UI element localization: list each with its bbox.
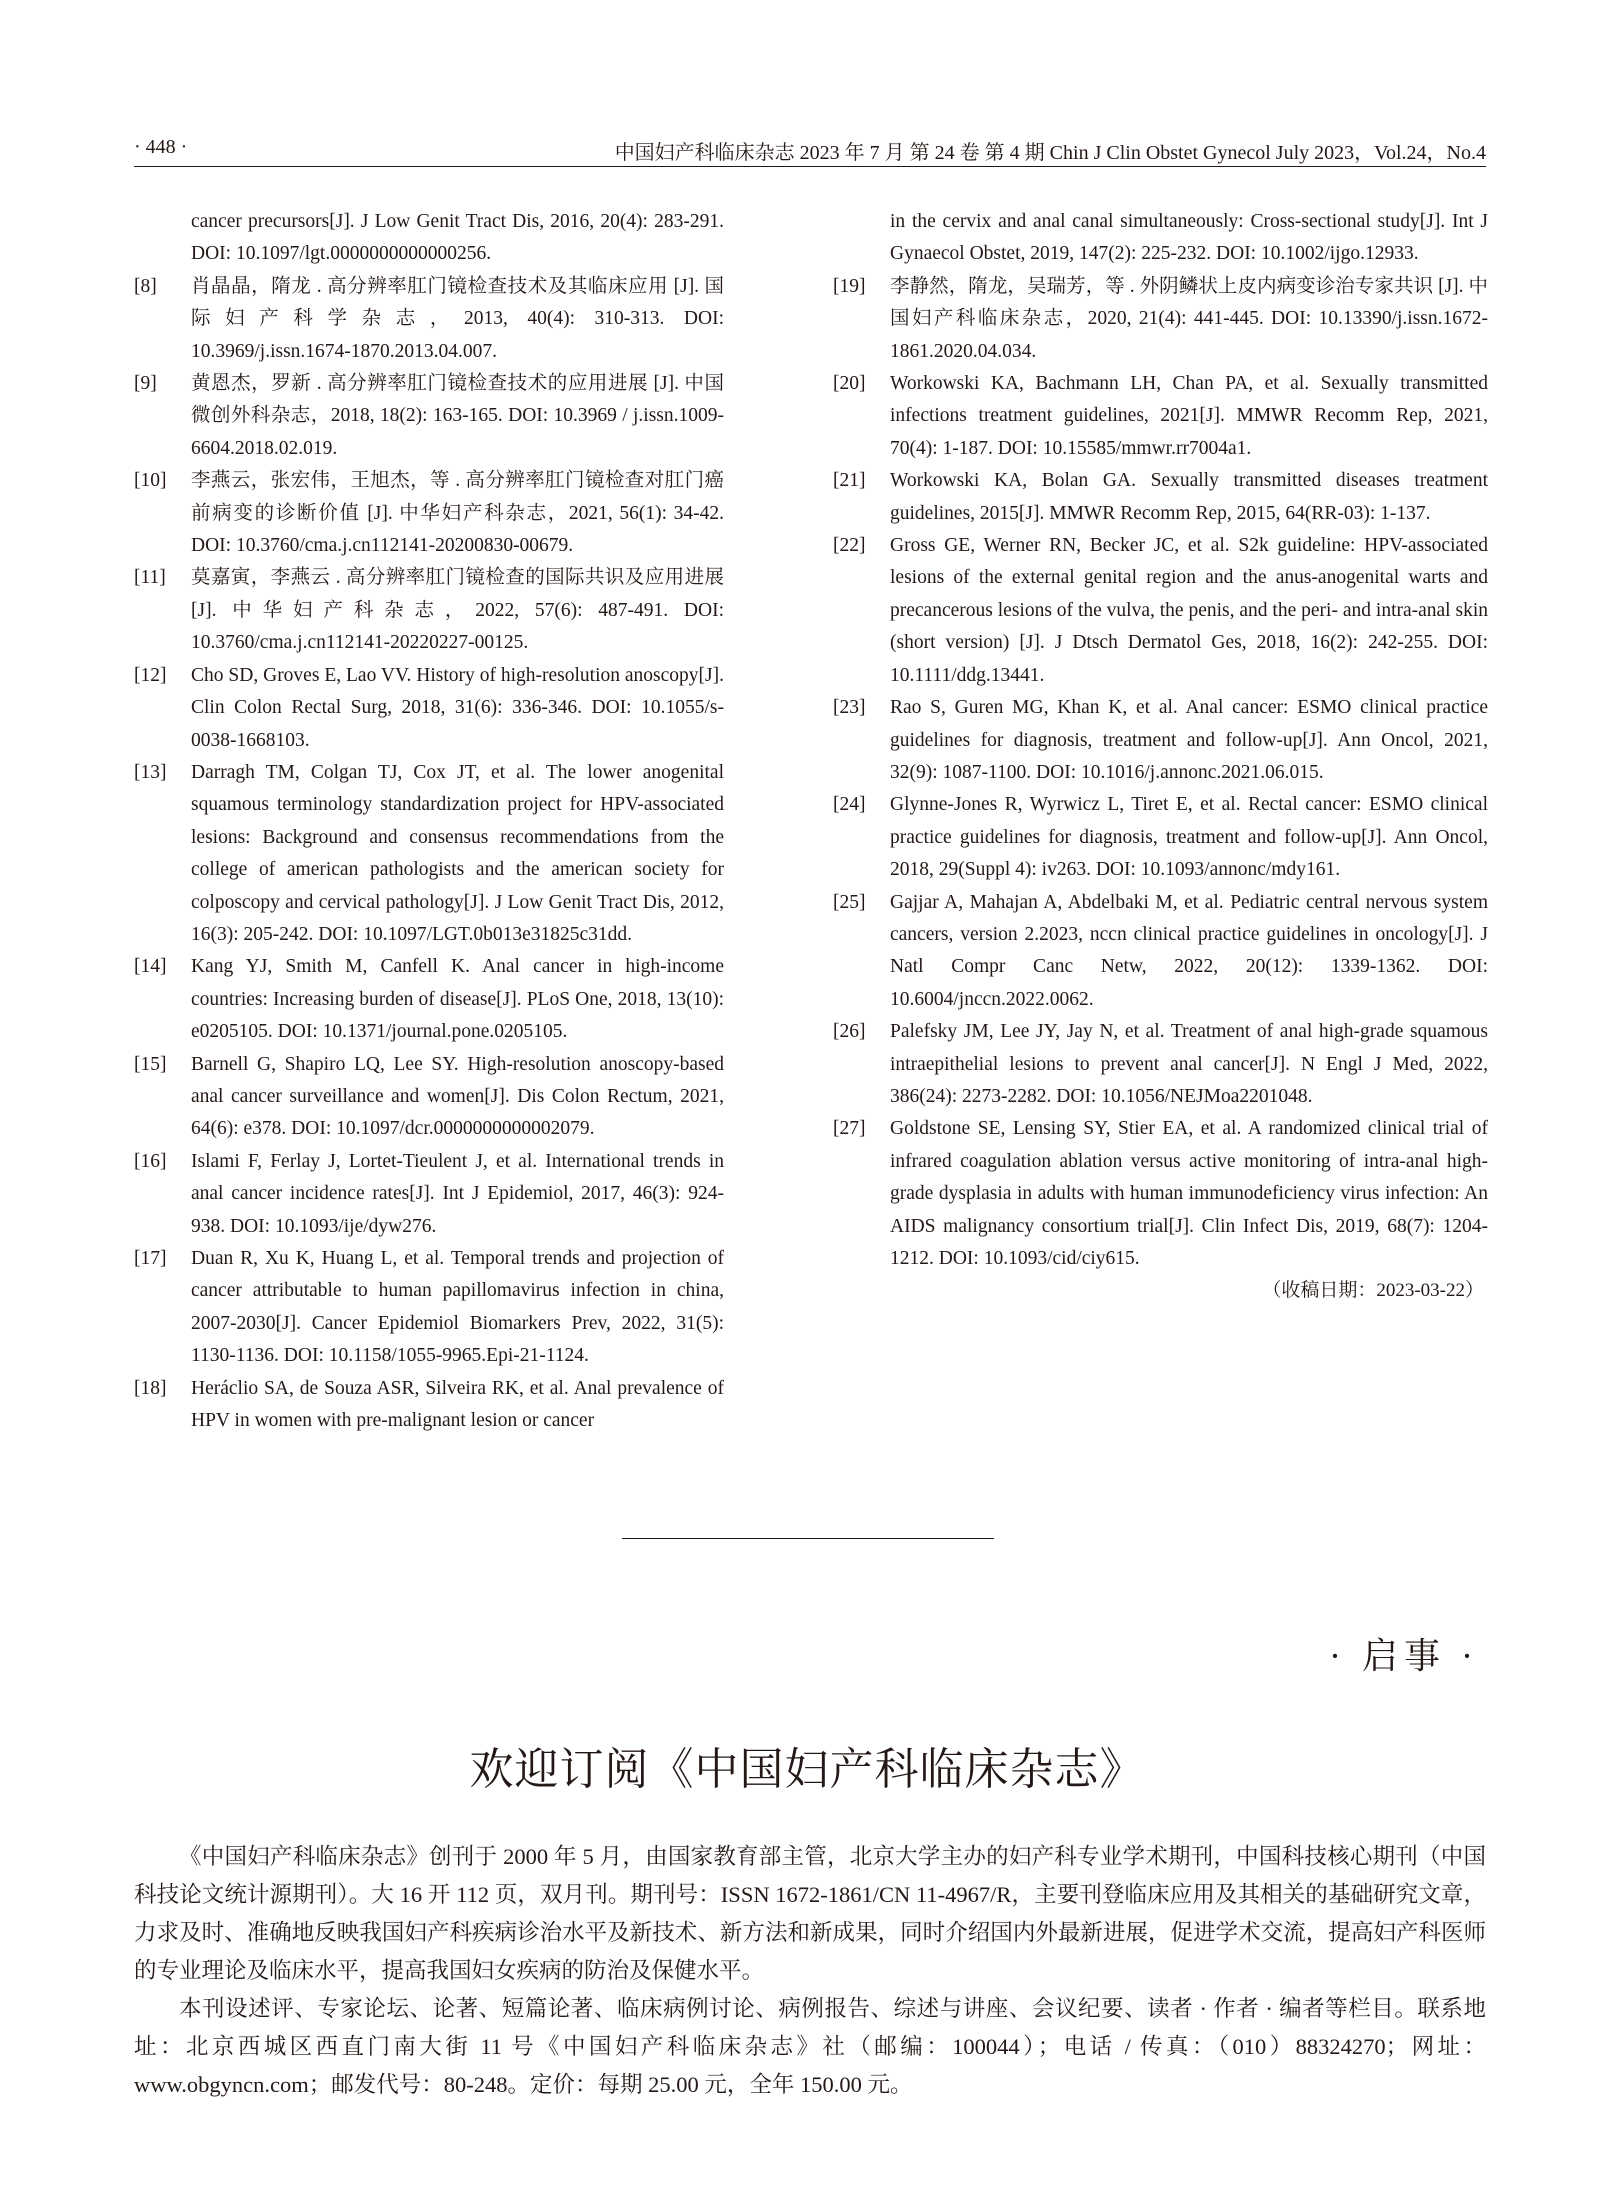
reference-number: [25] [833,891,866,913]
reference-number: [17] [134,1248,167,1269]
reference-item [134,1049,724,1146]
notice-body [134,1838,1486,2104]
reference-text: Goldstone SE, Lensing SY, Stier EA, et al. A randomized clinical trial of infrared coagulation ablation versus active monitoring of intra-anal high-grade dysplasia in adults with human immunodeficiency virus infection: An AIDS malignancy consortium trial[J]. Clin Infect Dis, 2019, 68(7): 1204-1212. DOI: 10.1093/cid/ciy615. [890,1118,1488,1269]
reference-number: [18] [134,1377,167,1399]
reference-text: 李静然，隋龙，吴瑞芳，等 . 外阴鳞状上皮内病变诊治专家共识 [J]. 中国妇产科临床杂志，2020, 21(4): 441-445. DOI: 10.13390/j.issn.1672-1861.2020.04.034. [890,275,1488,362]
reference-item [833,530,1488,692]
reference-item [134,206,724,271]
reference-text: Heráclio SA, de Souza ASR, Silveira RK, et al. Anal prevalence of HPV in women with pre-malignant lesion or cancer [191,1377,724,1432]
reference-number: [24] [833,794,866,816]
reference-item [833,465,1488,530]
reference-number: [14] [134,956,167,978]
notice-paragraph: 本刊设述评、专家论坛、论著、短篇论著、临床病例讨论、病例报告、综述与讲座、会议纪要、读者 · 作者 · 编者等栏目。联系地址：北京西城区西直门南大街 11 号《中国妇产科临床杂志》社（邮编：100044）；电话 / 传真：（010）88324270；网址：www.obgyncn.com；邮发代号：80-248。定价：每期 25.00 元，全年 150.00 元。 [134,1996,1486,2097]
received-date: （收稿日期：2023-03-22） [1262,1280,1484,1302]
reference-item [134,562,724,659]
reference-item [833,1113,1488,1275]
reference-number: [13] [134,761,167,783]
reference-text: Duan R, Xu K, Huang L, et al. Temporal trends and projection of cancer attributable to human papillomavirus infection in china, 2007-2030[J]. Cancer Epidemiol Biomarkers Prev, 2022, 31(5): 1130-1136. DOI: 10.1158/1055-9965.Epi-21-1124. [191,1248,724,1367]
notice-tag: · 启事 · [1329,1636,1479,1676]
reference-text: 黄恩杰，罗新 . 高分辨率肛门镜检查技术的应用进展 [J]. 中国微创外科杂志，2018, 18(2): 163-165. DOI: 10.3969 / j.issn.1009-6604.2018.02.019. [191,373,724,459]
reference-number: [23] [833,697,866,719]
reference-number: [19] [833,275,866,297]
reference-text: 肖晶晶，隋龙 . 高分辨率肛门镜检查技术及其临床应用 [J]. 国际妇产科学杂志，2013, 40(4): 310-313. DOI: 10.3969/j.issn.1674-1870.2013.04.007. [191,275,724,362]
references-right-column [833,206,1488,1308]
reference-number: [8] [134,275,157,297]
reference-number: [11] [134,567,166,589]
reference-item [134,951,724,1048]
reference-number: [22] [833,535,866,557]
reference-item [134,465,724,562]
reference-text: Darragh TM, Colgan TJ, Cox JT, et al. The lower anogenital squamous terminology standardization project for HPV-associated lesions: Background and consensus recommendations from the college of american pathologists and the american society for colposcopy and cervical pathology[J]. J Low Genit Tract Dis, 2012, 16(3): 205-242. DOI: 10.1097/LGT.0b013e31825c31dd. [191,761,724,945]
reference-text: Cho SD, Groves E, Lao VV. History of high-resolution anoscopy[J]. Clin Colon Rectal Surg, 2018, 31(6): 336-346. DOI: 10.1055/s-0038-1668103. [191,664,724,751]
reference-item [134,1243,724,1373]
reference-text: Kang YJ, Smith M, Canfell K. Anal cancer in high-income countries: Increasing burden of disease[J]. PLoS One, 2018, 13(10): e0205105. DOI: 10.1371/journal.pone.0205105. [191,956,724,1043]
reference-number: [9] [134,373,157,395]
reference-text: Workowski KA, Bachmann LH, Chan PA, et al. Sexually transmitted infections treatment guidelines, 2021[J]. MMWR Recomm Rep, 2021, 70(4): 1-187. DOI: 10.15585/mmwr.rr7004a1. [890,373,1488,459]
notice-title: 欢迎订阅《中国妇产科临床杂志》 [469,1745,1145,1794]
journal-citation-line: 中国妇产科临床杂志 2023 年 7 月 第 24 卷 第 4 期 Chin J Clin Obstet Gynecol July 2023，Vol.24，No.4 [614,142,1486,164]
page-number: · 448 · [134,136,188,158]
reference-text: Gajjar A, Mahajan A, Abdelbaki M, et al. Pediatric central nervous system cancers, version 2.2023, nccn clinical practice guidelines in oncology[J]. J Natl Compr Canc Netw, 2022, 20(12): 1339-1362. DOI: 10.6004/jnccn.2022.0062. [890,891,1488,1010]
reference-number: [12] [134,664,167,686]
reference-text: in the cervix and anal canal simultaneously: Cross-sectional study[J]. Int J Gynaecol Obstet, 2019, 147(2): 225-232. DOI: 10.1002/ijgo.12933. [890,211,1488,265]
reference-item [833,789,1488,886]
reference-item [833,1016,1488,1113]
reference-text: Palefsky JM, Lee JY, Jay N, et al. Treatment of anal high-grade squamous intraepithelial lesions to prevent anal cancer[J]. N Engl J Med, 2022, 386(24): 2273-2282. DOI: 10.1056/NEJMoa2201048. [890,1021,1488,1107]
reference-text: 李燕云，张宏伟，王旭杰，等 . 高分辨率肛门镜检查对肛门癌前病变的诊断价值 [J]. 中华妇产科杂志，2021, 56(1): 34-42. DOI: 10.3760/cma.j.cn112141-20200830-00679. [191,470,724,557]
reference-number: [16] [134,1150,167,1172]
reference-text: Workowski KA, Bolan GA. Sexually transmitted diseases treatment guidelines, 2015[J]. MMWR Recomm Rep, 2015, 64(RR-03): 1-137. [890,470,1488,524]
reference-text: Rao S, Guren MG, Khan K, et al. Anal cancer: ESMO clinical practice guidelines for diagnosis, treatment and follow-up[J]. Ann Oncol, 2021, 32(9): 1087-1100. DOI: 10.1016/j.annonc.2021.06.015. [890,697,1488,783]
reference-item [134,757,724,951]
reference-text: Barnell G, Shapiro LQ, Lee SY. High-resolution anoscopy-based anal cancer surveillance and women[J]. Dis Colon Rectum, 2021, 64(6): e378. DOI: 10.1097/dcr.0000000000002079. [191,1053,724,1140]
reference-item [833,206,1488,271]
reference-item [833,692,1488,789]
reference-number: [10] [134,470,167,492]
reference-item [134,1373,724,1438]
section-divider [622,1538,994,1539]
notice-paragraph: 《中国妇产科临床杂志》创刊于 2000 年 5 月，由国家教育部主管，北京大学主办的妇产科专业学术期刊，中国科技核心期刊（中国科技论文统计源期刊）。大 16 开 112 页，双月刊。期刊号：ISSN 1672-1861/CN 11-4967/R，主要刊登临床应用及其相关的基础研究文章，力求及时、准确地反映我国妇产科疾病诊治水平及新技术、新方法和新成果，同时介绍国内外最新进展，促进学术交流，提高妇产科医师的专业理论及临床水平，提高我国妇女疾病的防治及保健水平。 [134,1844,1486,1983]
reference-number: [27] [833,1118,866,1140]
reference-number: [26] [833,1021,866,1043]
reference-item [833,887,1488,1017]
reference-text: 莫嘉寅，李燕云 . 高分辨率肛门镜检查的国际共识及应用进展 [J]. 中华妇产科杂志，2022, 57(6): 487-491. DOI: 10.3760/cma.j.cn112141-20220227-00125. [191,567,724,654]
reference-text: Glynne-Jones R, Wyrwicz L, Tiret E, et al. Rectal cancer: ESMO clinical practice guidelines for diagnosis, treatment and follow-up[J]. Ann Oncol, 2018, 29(Suppl 4): iv263. DOI: 10.1093/annonc/mdy161. [890,794,1488,881]
reference-number: [20] [833,373,866,395]
reference-text: Islami F, Ferlay J, Lortet-Tieulent J, et al. International trends in anal cancer incidence rates[J]. Int J Epidemiol, 2017, 46(3): 924-938. DOI: 10.1093/ije/dyw276. [191,1150,724,1237]
reference-item [134,660,724,757]
reference-number: [15] [134,1053,167,1075]
reference-item [134,271,724,368]
reference-number: [21] [833,470,866,492]
reference-item [134,1146,724,1243]
references-left-column [134,206,724,1437]
reference-item [134,368,724,465]
reference-text: cancer precursors[J]. J Low Genit Tract Dis, 2016, 20(4): 283-291. DOI: 10.1097/lgt.0000000000000256. [191,211,724,265]
reference-item [833,271,1488,368]
reference-item [833,368,1488,465]
page-header [134,132,1486,167]
reference-text: Gross GE, Werner RN, Becker JC, et al. S2k guideline: HPV-associated lesions of the external genital region and the anus-anogenital warts and precancerous lesions of the vulva, the penis, and the peri- and intra-anal skin (short version) [J]. J Dtsch Dermatol Ges, 2018, 16(2): 242-255. DOI: 10.1111/ddg.13441. [890,535,1488,686]
